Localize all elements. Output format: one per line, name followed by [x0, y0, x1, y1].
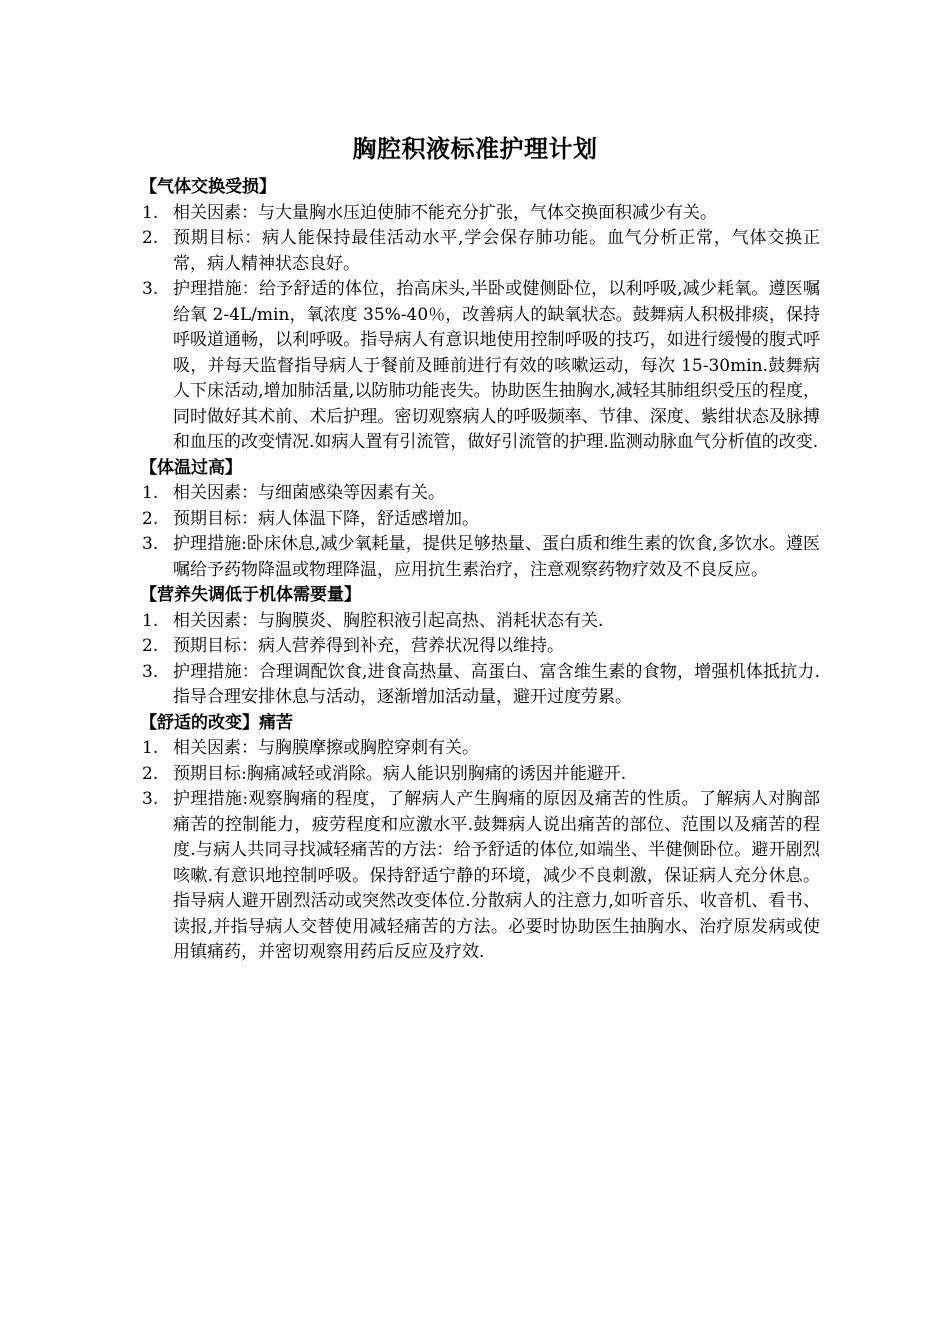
item-number: 2. — [142, 636, 159, 656]
item-number: 1. — [142, 738, 159, 758]
item-text: 预期目标：病人体温下降，舒适感增加。 — [173, 508, 479, 529]
item-list — [140, 609, 820, 711]
item-text: 相关因素：与细菌感染等因素有关。 — [173, 483, 445, 503]
list-item — [140, 660, 820, 711]
list-item — [140, 507, 820, 533]
section-heading: 【气体交换受损】 — [140, 177, 276, 197]
section-heading: 【体温过高】 — [140, 457, 242, 478]
item-text: 护理措施:观察胸痛的程度，了解病人产生胸痛的原因及痛苦的性质。了解病人对胸部痛苦的控制能力，疲劳程度和应激水平.鼓舞病人说出痛苦的部位、范围以及痛苦的程度.与病人共同寻找减轻痛苦的方法：给予舒适的体位,如端坐、半健侧卧位。避开剧烈咳嗽.有意识地控制呼吸。保持舒适宁静的环境，减少不良刺激，保证病人充分休息。指导病人避开剧烈活动或突然改变体位.分散病人的注意力,如听音乐、收音机、看书、读报,并指导病人交替使用减轻痛苦的方法。必要时协助医生抽胸水、治疗原发病或使用镇痛药，并密切观察用药后反应及疗效. — [173, 789, 820, 962]
item-number: 3. — [142, 661, 159, 682]
item-text: 预期目标：病人营养得到补充，营养状况得以维持。 — [173, 636, 564, 656]
item-text: 相关因素：与大量胸水压迫使肺不能充分扩张，气体交换面积减少有关。 — [173, 202, 717, 223]
list-item — [140, 609, 820, 635]
item-number: 3. — [142, 279, 159, 299]
item-list — [140, 481, 820, 583]
section-heading: 【营养失调低于机体需要量】 — [140, 585, 361, 605]
section-heading: 【舒适的改变】痛苦 — [140, 712, 293, 733]
item-text: 护理措施：给予舒适的体位，抬高床头,半卧或健侧卧位，以利呼吸,减少耗氧。遵医嘱给氧 2-4L/min，氧浓度 35%-40％，改善病人的缺氧状态。鼓舞病人积极排痰，保持呼吸道通畅，以利呼吸。指导病人有意识地使用控制呼吸的技巧，如进行缓慢的腹式呼吸，并每天监督指导病人于餐前及睡前进行有效的咳嗽运动，每次 15-30min.鼓舞病人下床活动,增加肺活量,以防肺功能丧失。协助医生抽胸水,减轻其肺组织受压的程度，同时做好其术前、术后护理。密切观察病人的呼吸频率、节律、深度、紫绀状态及脉搏和血压的改变情况.如病人置有引流管，做好引流管的护理.监测动脉血气分析值的改变. — [173, 279, 820, 452]
item-text: 护理措施:卧床休息,减少氧耗量，提供足够热量、蛋白质和维生素的饮食,多饮水。遵医嘱给予药物降温或物理降温，应用抗生素治疗，注意观察药物疗效及不良反应。 — [173, 534, 820, 580]
section-high-temperature — [140, 456, 820, 584]
list-item — [140, 201, 820, 227]
item-text: 相关因素：与胸膜炎、胸腔积液引起高热、消耗状态有关. — [173, 610, 604, 631]
item-text: 护理措施：合理调配饮食,进食高热量、高蛋白、富含维生素的食物，增强机体抵抗力.指导合理安排休息与活动，逐渐增加活动量，避开过度劳累。 — [173, 661, 820, 707]
document-title: 胸腔积液标准护理计划 — [352, 134, 598, 163]
list-item — [140, 736, 820, 762]
item-text: 预期目标：病人能保持最佳活动水平,学会保存肺功能。血气分析正常，气体交换正常，病人精神状态良好。 — [173, 228, 820, 274]
list-item — [140, 277, 820, 456]
list-item — [140, 481, 820, 507]
item-text: 预期目标:胸痛减轻或消除。病人能识别胸痛的诱因并能避开. — [173, 763, 627, 784]
list-item — [140, 762, 820, 788]
item-number: 2. — [142, 508, 159, 529]
list-item — [140, 532, 820, 583]
item-number: 3. — [142, 534, 159, 554]
item-list — [140, 736, 820, 966]
item-number: 1. — [142, 483, 159, 503]
document-body — [140, 175, 820, 966]
section-comfort — [140, 711, 820, 966]
list-item — [140, 634, 820, 660]
list-item — [140, 787, 820, 966]
section-nutrition — [140, 583, 820, 711]
list-item — [140, 226, 820, 277]
item-number: 3. — [142, 789, 159, 809]
item-text: 相关因素：与胸膜摩擦或胸腔穿刺有关。 — [173, 738, 479, 758]
item-number: 2. — [142, 763, 159, 784]
item-number: 2. — [142, 228, 159, 248]
section-gas-exchange — [140, 175, 820, 456]
item-number: 1. — [142, 610, 159, 631]
item-list — [140, 201, 820, 456]
item-number: 1. — [142, 202, 159, 223]
